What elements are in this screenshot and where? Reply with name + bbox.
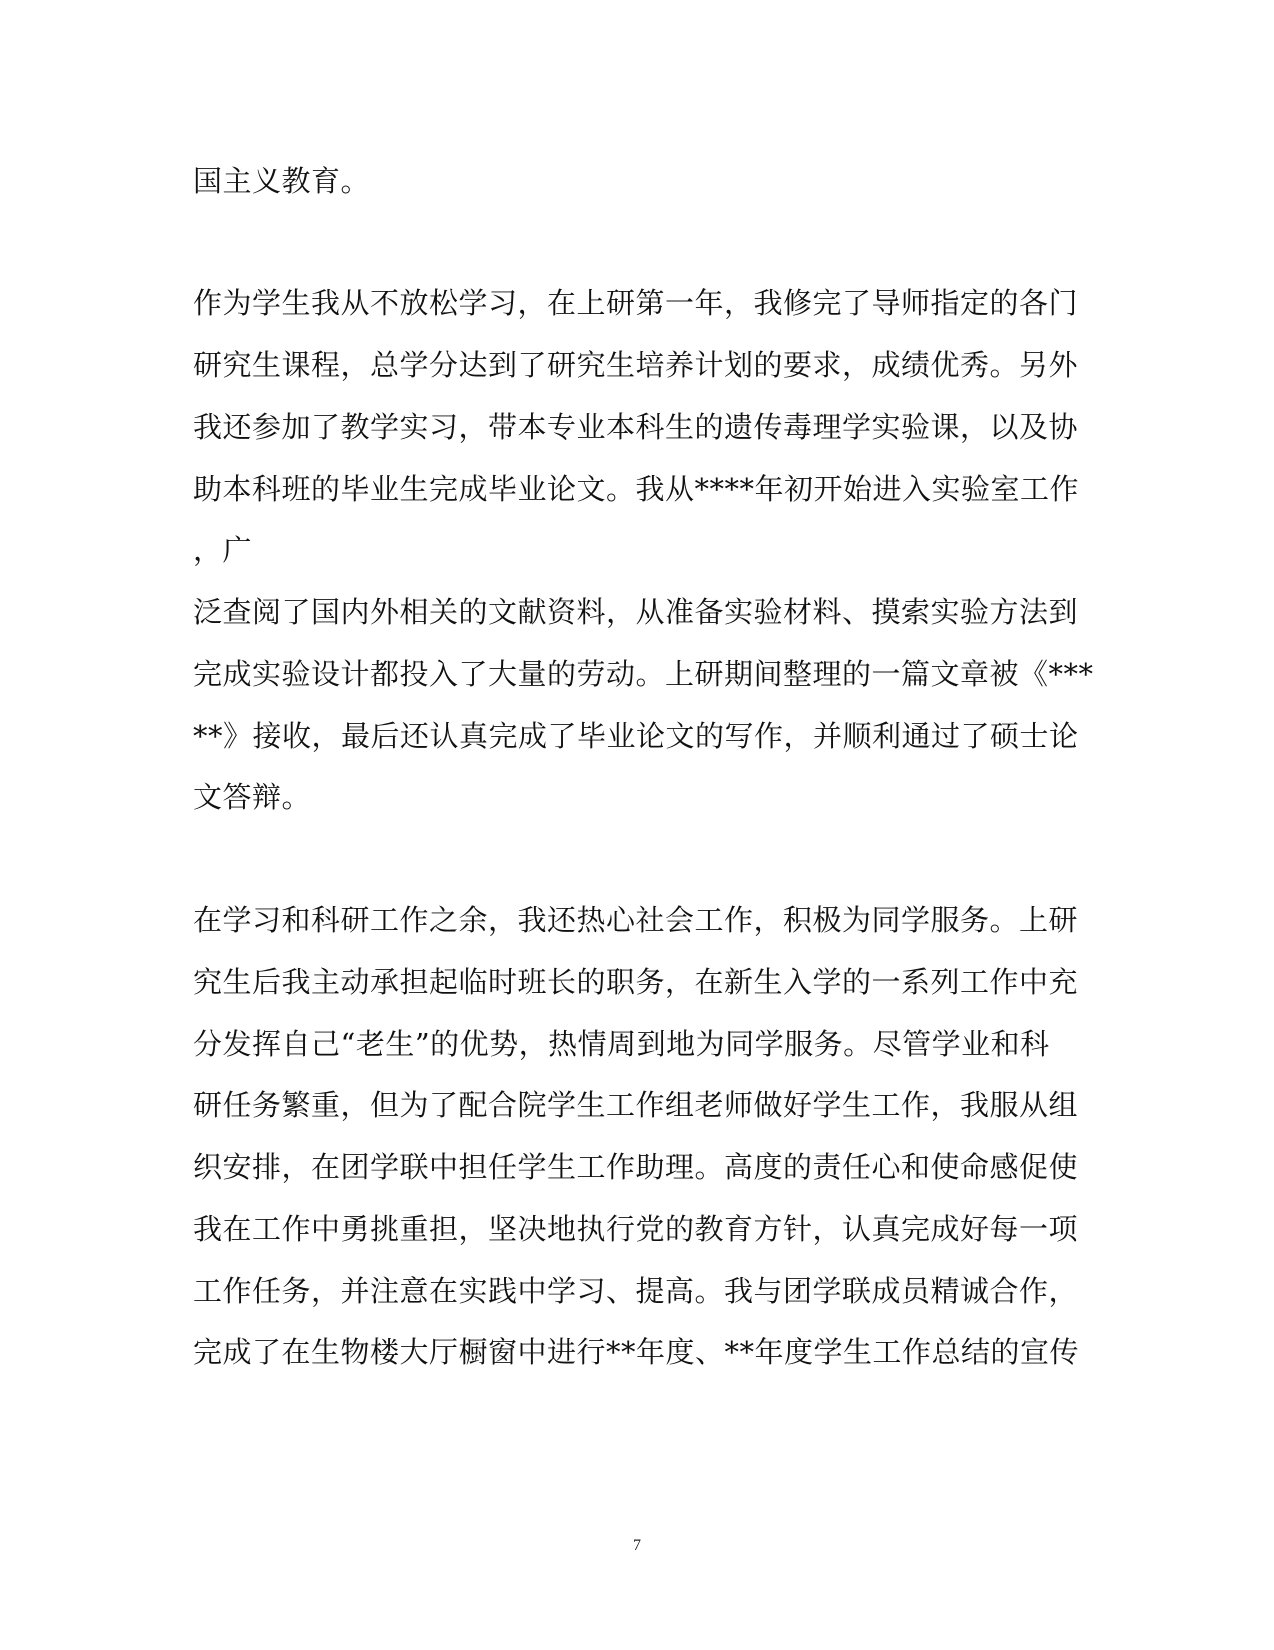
text-line: 完成了在生物楼大厅橱窗中进行**年度、**年度学生工作总结的宣传 — [193, 1335, 1080, 1369]
text-line: 织安排，在团学联中担任学生工作助理。高度的责任心和使命感促使 — [193, 1150, 1079, 1184]
text-line: 工作任务，并注意在实践中学习、提高。我与团学联成员精诚合作， — [193, 1274, 1079, 1308]
text-line: 在学习和科研工作之余，我还热心社会工作，积极为同学服务。上研 — [193, 903, 1079, 937]
text-line: 泛查阅了国内外相关的文献资料，从准备实验材料、摸索实验方法到 — [193, 595, 1079, 629]
page-number: 7 — [633, 1537, 641, 1554]
text-line: 我还参加了教学实习，带本专业本科生的遗传毒理学实验课，以及协 — [193, 410, 1079, 444]
text-line: 国主义教育。 — [193, 164, 371, 198]
text-line: 我在工作中勇挑重担，坚决地执行党的教育方针，认真完成好每一项 — [193, 1212, 1079, 1246]
text-line: ，广 — [193, 533, 253, 567]
text-line: 助本科班的毕业生完成毕业论文。我从****年初开始进入实验室工作 — [193, 472, 1080, 506]
text-line: 完成实验设计都投入了大量的劳动。上研期间整理的一篇文章被《*** — [193, 657, 1094, 691]
text-line: 究生后我主动承担起临时班长的职务，在新生入学的一系列工作中充 — [193, 965, 1079, 999]
text-line: 研究生课程，总学分达到了研究生培养计划的要求，成绩优秀。另外 — [193, 348, 1079, 382]
text-line: 文答辩。 — [193, 780, 312, 814]
text-line: 研任务繁重，但为了配合院学生工作组老师做好学生工作，我服从组 — [193, 1088, 1079, 1122]
text-line: 分发挥自己“老生”的优势，热情周到地为同学服务。尽管学业和科 — [193, 1027, 1050, 1061]
text-line: 作为学生我从不放松学习，在上研第一年，我修完了导师指定的各门 — [193, 286, 1079, 320]
text-line: **》接收，最后还认真完成了毕业论文的写作，并顺利通过了硕士论 — [193, 719, 1079, 753]
